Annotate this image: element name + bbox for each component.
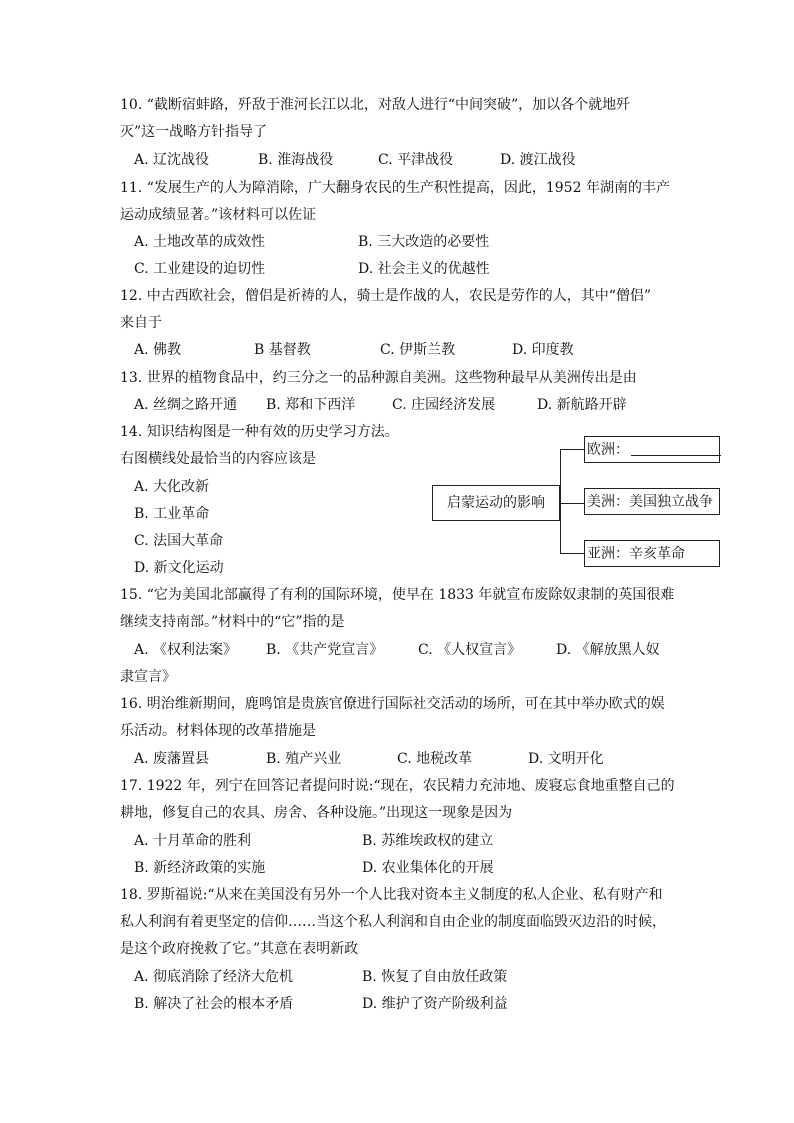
q15-option-c: C. 《人权宣言》 [418, 642, 522, 658]
q12-option-a: A. 佛教 [134, 342, 182, 358]
q12-option-d: D. 印度教 [512, 342, 574, 358]
q18-option-d: D. 维护了资产阶级利益 [362, 996, 508, 1012]
diagram-america-box: 美洲：美国独立战争 [584, 488, 720, 515]
q10-stem-line1: 10. “截断宿蚌路，歼敌于淮河长江以北，对敌人进行“中间突破”，加以各个就地歼 [120, 97, 631, 113]
q10-option-b: B. 淮海战役 [258, 152, 334, 168]
q16-stem-line2: 乐活动。材料体现的改革措施是 [120, 723, 316, 739]
q17-option-b: B. 苏维埃政权的建立 [362, 833, 494, 849]
q17-option-c: B. 新经济政策的实施 [134, 860, 266, 876]
q18-option-c: B. 解决了社会的根本矛盾 [134, 996, 294, 1012]
q16-option-d: D. 文明开化 [528, 751, 604, 767]
q13-option-a: A. 丝绸之路开通 [134, 397, 238, 413]
q16-option-b: B. 殖产兴业 [266, 751, 342, 767]
q10-stem-line2: 灭”这一战略方针指导了 [120, 124, 268, 140]
q13-option-d: D. 新航路开辟 [537, 397, 627, 413]
q18-option-b: B. 恢复了自由放任政策 [362, 969, 508, 985]
diagram-center-connector [560, 503, 584, 504]
q11-stem-line2: 运动成绩显著。”该材料可以佐证 [120, 207, 317, 223]
q15-option-a: A. 《权利法案》 [134, 642, 238, 658]
diagram-center-box: 启蒙运动的影响 [432, 485, 560, 521]
q10-option-d: D. 渡江战役 [500, 152, 576, 168]
q10-option-c: C. 平津战役 [378, 152, 454, 168]
q13-option-b: B. 郑和下西洋 [266, 397, 356, 413]
q13-stem-line1: 13. 世界的植物食品中，约三分之一的品种源自美洲。这些物种最早从美洲传出是由 [120, 370, 637, 386]
q11-option-a: A. 土地改革的成效性 [134, 234, 266, 250]
q15-option-d: D. 《解放黑人奴 [556, 642, 660, 658]
q17-stem-line2: 耕地，修复自己的农具、房舍、各种设施。”出现这一现象是因为 [120, 805, 513, 821]
q14-stem-line1: 14. 知识结构图是一种有效的历史学习方法。 [120, 424, 399, 440]
q14-option-d: D. 新文化运动 [134, 560, 224, 576]
q11-option-c: C. 工业建设的迫切性 [134, 261, 266, 277]
q14-option-a: A. 大化改新 [134, 479, 210, 495]
q12-option-b: B 基督教 [254, 342, 311, 358]
q15-stem-line2: 继续支持南部。”材料中的“它”指的是 [120, 614, 345, 630]
diagram-europe-connector [560, 449, 584, 450]
diagram-asia-connector [560, 553, 584, 554]
q18-stem-line3: 是这个政府挽救了它。”其意在表明新政 [120, 941, 359, 957]
q15-option-d-continued: 隶宣言》 [120, 669, 176, 685]
diagram-europe-label: 欧洲： [587, 442, 629, 458]
q16-option-a: A. 废藩置县 [134, 751, 210, 767]
q18-stem-line1: 18. 罗斯福说:“从来在美国没有另外一个人比我对资本主义制度的私人企业、私有财产和 [120, 887, 663, 903]
q11-stem-line1: 11. “发展生产的人为障消除，广大翻身农民的生产积性提高，因此，1952 年湖南的丰产 [120, 180, 670, 196]
q12-stem-line1: 12. 中古西欧社会，僧侣是祈祷的人，骑士是作战的人，农民是劳作的人，其中“僧侣” [120, 288, 652, 304]
q12-stem-line2: 来自于 [120, 315, 162, 331]
q14-option-c: C. 法国大革命 [134, 533, 224, 549]
q11-option-b: B. 三大改造的必要性 [358, 234, 490, 250]
q15-option-b: B. 《共产党宣言》 [266, 642, 384, 658]
q16-option-c: C. 地税改革 [397, 751, 473, 767]
diagram-asia-box: 亚洲：辛亥革命 [584, 540, 720, 567]
q18-stem-line2: 私人利润有着更坚定的信仰……当这个私人利润和自由企业的制度面临毁灭边沿的时候， [120, 914, 666, 930]
q14-stem-line2: 右图横线处最恰当的内容应该是 [120, 451, 316, 467]
diagram-answer-blank [631, 441, 721, 456]
q11-option-d: D. 社会主义的优越性 [358, 261, 490, 277]
q17-option-a: A. 十月革命的胜利 [134, 833, 252, 849]
q18-option-a: A. 彻底消除了经济大危机 [134, 969, 294, 985]
diagram-bracket-line [560, 449, 561, 554]
q13-option-c: C. 庄园经济发展 [392, 397, 496, 413]
q17-stem-line1: 17. 1922 年，列宁在回答记者提问时说:“现在，农民精力充沛地、废寝忘食地重整自己的 [120, 778, 675, 794]
q10-option-a: A. 辽沈战役 [134, 152, 210, 168]
q16-stem-line1: 16. 明治维新期间，鹿鸣馆是贵族官僚进行国际社交活动的场所，可在其中举办欧式的娱 [120, 696, 665, 712]
q17-option-d: D. 农业集体化的开展 [362, 860, 494, 876]
diagram-europe-box [584, 436, 720, 463]
q14-option-b: B. 工业革命 [134, 506, 210, 522]
q12-option-c: C. 伊斯兰教 [380, 342, 456, 358]
q15-stem-line1: 15. “它为美国北部赢得了有利的国际环境，使早在 1833 年就宣布废除奴隶制的英国很难 [120, 587, 675, 603]
